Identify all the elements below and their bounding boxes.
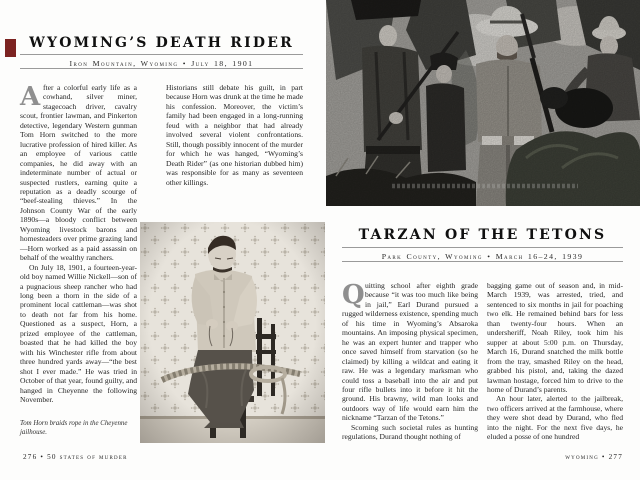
photo-vignette xyxy=(140,222,325,443)
left-page-column-1 xyxy=(20,83,156,428)
article-dateline-left xyxy=(20,54,303,69)
tom-horn-photo xyxy=(140,222,325,443)
body-paragraph: fter a colorful early life as a cowhand, silver miner, stagecoach driver, cavalry scout, frontier lawman, and Pinkerton detective, legendary Western gunman Tom Horn switched to the more lucrative profession of hired killer. As an employee of various cattle companies, he did away with an indeterminate number of actual or suspected rustlers, earning quite a reputation as a deadly scourge of “beef-stealing thieves.” In the Johnson County War of the early 1890s—a bloody conflict between Wyoming livestock barons and homesteaders over prime grazing land—Horn worked as a paid assassin on behalf of the wealthy ranchers. xyxy=(20,83,137,263)
page-footer-left: 276 • 50 states of murder xyxy=(23,453,128,461)
chapter-edge-tab xyxy=(5,39,16,57)
posse-photo-art xyxy=(326,0,640,206)
dateline-text: Park County, Wyoming • March 16–24, 1939 xyxy=(381,252,584,261)
body-paragraph: bagging game out of season and, in mid-March 1939, was arrested, tried, and sentenced to six months in jail for poaching two elk. He remained behind bars for less than twenty-four hours. When an undersheriff, Noah Riley, took him his supper at about 5:00 p.m. on Thursday, March 16, Durand snatched the milk bottle from the tray, smashed Riley on the head, grabbed his pistol, and, taking the dazed lawman hostage, forced him to drive to the home of Durand’s parents. xyxy=(487,281,623,394)
right-page-column-2 xyxy=(487,281,623,442)
page-footer-right: wyoming • 277 xyxy=(565,453,623,461)
body-paragraph: Historians still debate his guilt, in part because Horn was drunk at the time he made his confession. Moreover, the victim’s family had been engaged in a long-running feud with a neighbor that had already involved several violent confrontations. Still, though possibly innocent of the murder for which he was hanged, “Wyoming’s Death Rider” (as one historian dubbed him) was responsible for as many as seventeen other killings. xyxy=(166,83,303,187)
right-page-column-1 xyxy=(342,281,478,442)
body-paragraph: uitting school after eighth grade because “it was too much like being in jail,” Earl Durand pursued a rugged wilderness existence, spending much of his time in Wyoming’s Absaroka mountains. An imposing physical specimen, he was an expert hunter and trapper who once saved himself from starvation (so he claimed) by killing a wildcat and eating it raw. He was a legendary marksman who could toss a baseball into the air and put four rifle bullets into it before it hit the ground. His brawny, wild man looks and outdoors way of life would earn him the nickname “Tarzan of the Tetons.” xyxy=(342,281,478,423)
body-paragraph: An hour later, alerted to the jailbreak, two officers arrived at the farmhouse, where they were shot dead by Durand, who fled into the night. For the next five days, he eluded a posse of one hundred xyxy=(487,394,623,442)
page-277 xyxy=(320,0,640,480)
tom-horn-photo-art xyxy=(140,222,325,443)
article-dateline-right xyxy=(342,247,623,262)
dropcap-letter: A xyxy=(20,82,41,112)
left-page-column-2 xyxy=(166,83,303,187)
film-grain-overlay xyxy=(326,0,640,206)
article-title-tarzan: TARZAN OF THE TETONS xyxy=(358,227,607,243)
body-paragraph: On July 18, 1901, a fourteen-year-old boy named Willie Nickell—son of a pugnacious sheep rancher who had long been a thorn in the side of a prominent local cattleman—was shot to death not far from his home. Questioned as a suspect, Horn, a prized employee of the cattleman, boasted that he had killed the boy with his Winchester rifle from about three hundred yards away—“the best shot I ever made.” He was tried in October of that year, found guilty, and hanged in Cheyenne the following November. xyxy=(20,262,137,404)
body-paragraph: Scorning such societal rules as hunting regulations, Durand thought nothing of xyxy=(342,422,478,442)
article-title-death-rider: WYOMING’S DEATH RIDER xyxy=(29,35,294,51)
dropcap-letter: Q xyxy=(342,280,365,310)
dateline-text: Iron Mountain, Wyoming • July 18, 1901 xyxy=(69,59,254,68)
posse-photo xyxy=(326,0,640,206)
photo-caption: Tom Horn braids rope in the Cheyenne jailhouse. xyxy=(20,420,128,436)
